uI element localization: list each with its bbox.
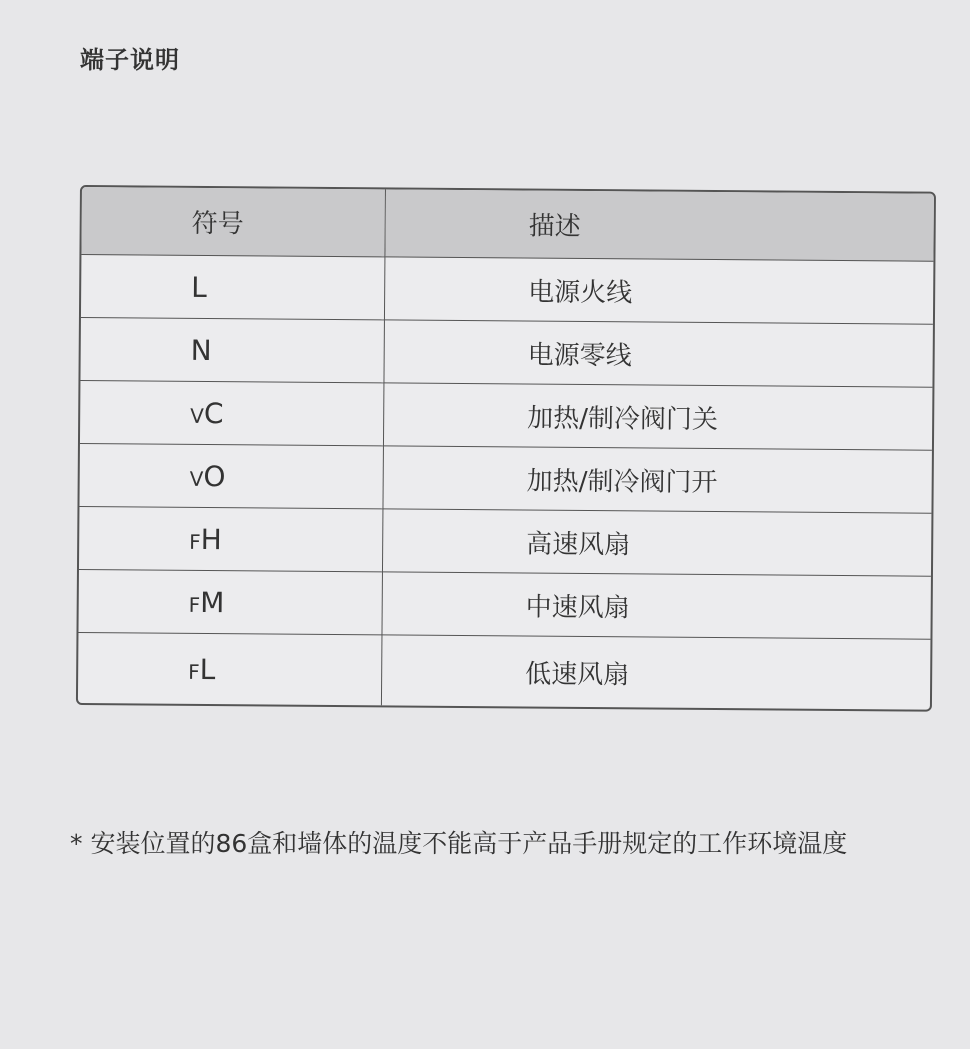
table-header-row <box>81 187 934 262</box>
footnote: * 安装位置的86盒和墙体的温度不能高于产品手册规定的工作环境温度 <box>70 829 848 858</box>
table-row <box>81 255 933 325</box>
description-cell: 中速风扇 <box>382 572 930 639</box>
symbol-main: L <box>199 652 216 686</box>
symbol-main: H <box>200 522 222 556</box>
symbol-main: N <box>190 333 212 367</box>
symbol-cell <box>80 318 384 383</box>
description-cell: 加热/制冷阀门关 <box>384 383 932 450</box>
symbol-cell <box>81 255 385 320</box>
description-cell: 电源火线 <box>385 257 933 324</box>
symbol-cell <box>80 381 384 446</box>
symbol-prefix: V <box>189 466 204 491</box>
symbol-cell <box>78 570 382 635</box>
symbol-prefix: F <box>189 529 201 554</box>
symbol-cell <box>79 507 383 572</box>
symbol-cell <box>78 633 383 705</box>
table-row <box>80 381 932 451</box>
page-title: 端子说明 <box>80 46 180 74</box>
symbol-cell <box>79 444 383 509</box>
symbol-prefix: F <box>188 659 200 684</box>
table-row <box>79 444 931 514</box>
description-cell: 低速风扇 <box>525 659 630 690</box>
table-row <box>78 570 930 640</box>
symbol-main: M <box>200 585 225 619</box>
symbol-main: O <box>203 459 226 493</box>
table-row <box>79 507 931 577</box>
symbol-main: L <box>191 270 207 304</box>
symbol-main: C <box>203 396 224 430</box>
symbol-prefix: F <box>188 592 201 617</box>
description-cell: 高速风扇 <box>383 509 931 576</box>
description-cell: 加热/制冷阀门开 <box>383 446 931 513</box>
table-row <box>78 633 931 710</box>
table-row <box>80 318 932 388</box>
symbol-prefix: V <box>190 403 204 428</box>
header-symbol: 符号 <box>81 187 386 257</box>
header-description: 描述 <box>385 189 934 261</box>
description-cell: 电源零线 <box>384 320 932 387</box>
terminal-table <box>76 185 936 712</box>
